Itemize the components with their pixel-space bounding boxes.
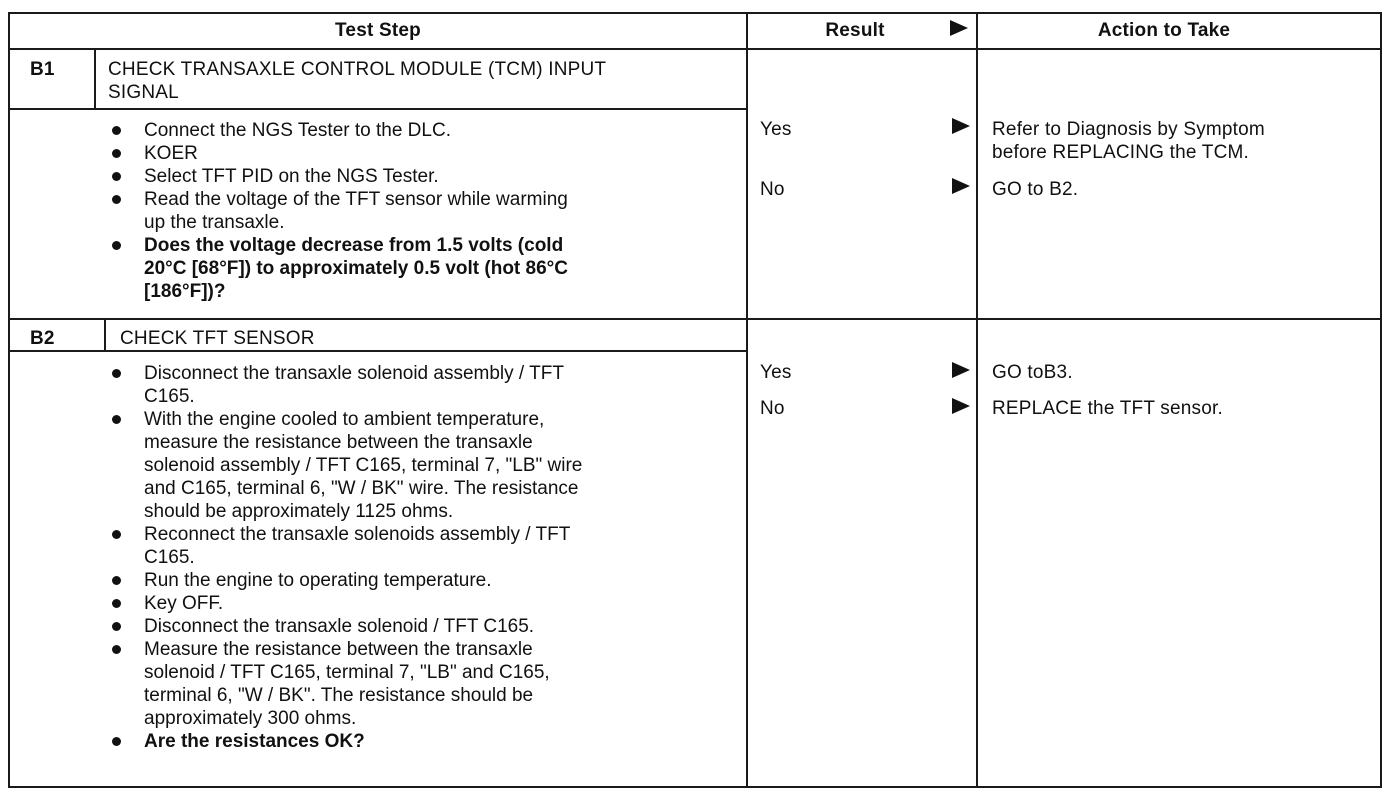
arrow-icon bbox=[952, 178, 970, 194]
step-title-b1: CHECK TRANSAXLE CONTROL MODULE (TCM) INPUT SIGNAL bbox=[108, 59, 607, 103]
bullet-icon bbox=[112, 622, 121, 631]
b1-title-underline bbox=[8, 108, 748, 110]
list-item: With the engine cooled to ambient temperature, measure the resistance between the transaxle solenoid assembly / TFT C165, terminal 7, "LB" wire and C165, terminal 6, "W / BK" wire. The resistance should be approximately 1125 ohms. bbox=[106, 408, 582, 523]
list-item: Are the resistances OK? bbox=[106, 730, 582, 753]
bullet-icon bbox=[112, 576, 121, 585]
arrow-icon bbox=[952, 118, 970, 134]
header-result: Result bbox=[825, 20, 885, 41]
bullet-icon bbox=[112, 369, 121, 378]
list-item: Key OFF. bbox=[106, 592, 582, 615]
action-b1-no: GO to B2. bbox=[992, 179, 1079, 200]
table-left-border bbox=[8, 12, 10, 788]
header-bottom-border bbox=[8, 48, 1382, 50]
step-id-divider-b1 bbox=[94, 48, 96, 110]
list-item: Select TFT PID on the NGS Tester. bbox=[106, 165, 568, 188]
header-test-step: Test Step bbox=[335, 20, 421, 41]
bullet-list-b2 bbox=[106, 362, 582, 753]
table-right-border bbox=[1380, 12, 1382, 788]
bullet-icon bbox=[112, 415, 121, 424]
action-b2-yes: GO toB3. bbox=[992, 362, 1073, 383]
step-id-b2: B2 bbox=[30, 328, 55, 349]
b2-top-border bbox=[8, 318, 1382, 320]
list-item: Disconnect the transaxle solenoid assembly / TFT C165. bbox=[106, 362, 582, 408]
bullet-icon bbox=[112, 241, 121, 250]
list-item: Does the voltage decrease from 1.5 volts (cold 20°C [68°F]) to approximately 0.5 volt (hot 86°C [186°F])? bbox=[106, 234, 568, 303]
list-item: Read the voltage of the TFT sensor while warming up the transaxle. bbox=[106, 188, 568, 234]
list-item: Connect the NGS Tester to the DLC. bbox=[106, 119, 568, 142]
arrow-icon bbox=[952, 398, 970, 414]
header-action: Action to Take bbox=[1097, 20, 1231, 41]
list-item: Run the engine to operating temperature. bbox=[106, 569, 582, 592]
bullet-icon bbox=[112, 149, 121, 158]
table-top-border bbox=[8, 12, 1382, 14]
list-item: Disconnect the transaxle solenoid / TFT C165. bbox=[106, 615, 582, 638]
step-title-b2: CHECK TFT SENSOR bbox=[120, 328, 315, 349]
result-column-divider bbox=[746, 12, 748, 788]
b2-title-underline bbox=[8, 350, 748, 352]
action-column-divider bbox=[976, 12, 978, 788]
bullet-icon bbox=[112, 530, 121, 539]
bullet-icon bbox=[112, 599, 121, 608]
bullet-icon bbox=[112, 645, 121, 654]
bullet-icon bbox=[112, 195, 121, 204]
result-b1-yes: Yes bbox=[760, 119, 792, 140]
list-item: Measure the resistance between the transaxle solenoid / TFT C165, terminal 7, "LB" and C165, terminal 6, "W / BK". The resistance should be approximately 300 ohms. bbox=[106, 638, 582, 730]
bullet-icon bbox=[112, 172, 121, 181]
result-b2-yes: Yes bbox=[760, 362, 792, 383]
bullet-list-b1 bbox=[106, 119, 568, 303]
header-arrow-icon bbox=[950, 20, 968, 36]
action-b2-no: REPLACE the TFT sensor. bbox=[992, 398, 1223, 419]
result-b2-no: No bbox=[760, 398, 785, 419]
step-id-divider-b2 bbox=[104, 318, 106, 352]
list-item: KOER bbox=[106, 142, 568, 165]
action-b1-yes: Refer to Diagnosis by Symptom before REPLACING the TCM. bbox=[992, 119, 1265, 163]
arrow-icon bbox=[952, 362, 970, 378]
result-b1-no: No bbox=[760, 179, 785, 200]
bullet-icon bbox=[112, 126, 121, 135]
list-item: Reconnect the transaxle solenoids assembly / TFT C165. bbox=[106, 523, 582, 569]
bullet-icon bbox=[112, 737, 121, 746]
step-id-b1: B1 bbox=[30, 59, 55, 80]
table-bottom-border bbox=[8, 786, 1382, 788]
